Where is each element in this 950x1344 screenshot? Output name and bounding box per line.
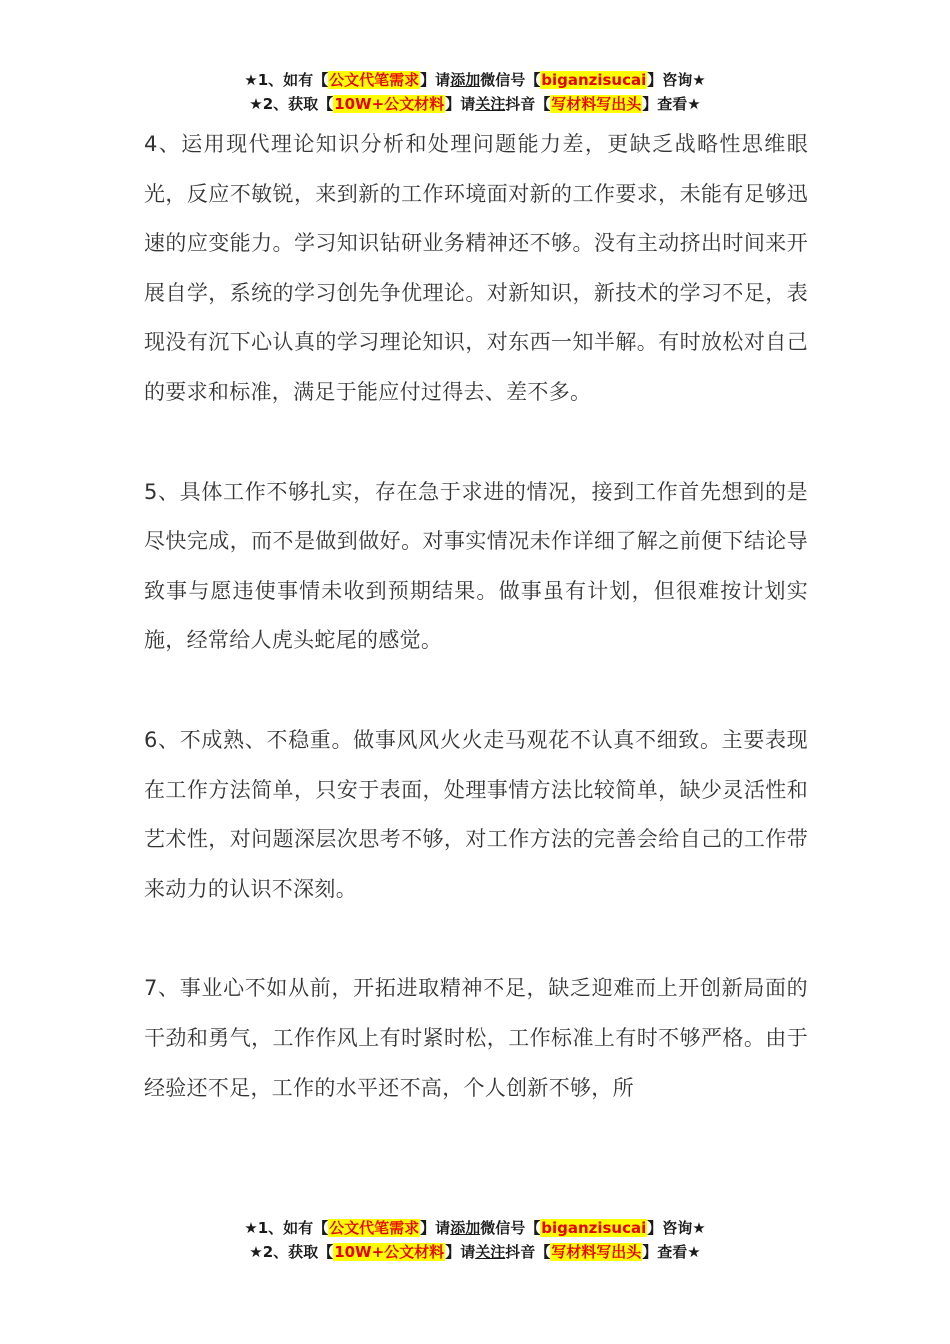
banner-text: 】请 xyxy=(445,95,476,113)
banner-text: 】请 xyxy=(420,71,451,89)
banner-line-2 xyxy=(0,1240,950,1264)
banner-text: 微信号【 xyxy=(480,71,541,89)
banner-text: 】请 xyxy=(445,1243,476,1261)
douyin-id-highlight: 写材料写出头 xyxy=(551,1243,642,1261)
banner-text: 】请 xyxy=(420,1219,451,1237)
paragraph-6: 6、不成熟、不稳重。做事风风火火走马观花不认真不细致。主要表现在工作方法简单，只安于表面，处理事情方法比较简单，缺少灵活性和艺术性，对问题深层次思考不够，对工作方法的完善会给自己的工作带来动力的认识不深刻。 xyxy=(144,727,808,901)
banner-text: ★2、获取【 xyxy=(249,95,334,113)
banner-text: 抖音【 xyxy=(505,1243,551,1261)
banner-text: ★2、获取【 xyxy=(249,1243,334,1261)
banner-text: 】查看★ xyxy=(642,95,701,113)
banner-underline: 添加 xyxy=(450,1219,481,1237)
banner-text: 】咨询★ xyxy=(647,71,706,89)
banner-line-2 xyxy=(0,92,950,116)
banner-text: 】咨询★ xyxy=(647,1219,706,1237)
banner-text: ★1、如有【 xyxy=(244,71,329,89)
banner-text: 】查看★ xyxy=(642,1243,701,1261)
banner-underline: 关注 xyxy=(475,1243,506,1261)
wechat-id-highlight: biganzisucai xyxy=(541,1219,647,1237)
header-banner xyxy=(0,68,950,116)
paragraph-4: 4、运用现代理论知识分析和处理问题能力差，更缺乏战略性思维眼光，反应不敏锐，来到新的工作环境面对新的工作要求，未能有足够迅速的应变能力。学习知识钻研业务精神还不够。没有主动挤出时间来开展自学，系统的学习创先争优理论。对新知识，新技术的学习不足，表现没有沉下心认真的学习理论知识，对东西一知半解。有时放松对自己的要求和标准，满足于能应付过得去、差不多。 xyxy=(144,132,808,404)
banner-underline: 添加 xyxy=(450,71,481,89)
banner-line-1 xyxy=(0,1216,950,1240)
banner-highlight: 10W+公文材料 xyxy=(334,1243,445,1261)
banner-text: ★1、如有【 xyxy=(244,1219,329,1237)
banner-text: 抖音【 xyxy=(505,95,551,113)
paragraph-5: 5、具体工作不够扎实，存在急于求进的情况，接到工作首先想到的是尽快完成，而不是做到做好。对事实情况未作详细了解之前便下结论导致事与愿违使事情未收到预期结果。做事虽有计划，但很难按计划实施，经常给人虎头蛇尾的感觉。 xyxy=(144,479,808,653)
paragraph-7: 7、事业心不如从前，开拓进取精神不足，缺乏迎难而上开创新局面的干劲和勇气，工作作风上有时紧时松，工作标准上有时不够严格。由于经验还不足，工作的水平还不高，个人创新不够，所 xyxy=(144,976,808,1100)
banner-line-1 xyxy=(0,68,950,92)
wechat-id-highlight: biganzisucai xyxy=(541,71,647,89)
douyin-id-highlight: 写材料写出头 xyxy=(551,95,642,113)
banner-underline: 关注 xyxy=(475,95,506,113)
footer-banner xyxy=(0,1216,950,1264)
banner-highlight: 公文代笔需求 xyxy=(329,71,420,89)
document-body xyxy=(144,120,808,1113)
banner-text: 微信号【 xyxy=(480,1219,541,1237)
banner-highlight: 10W+公文材料 xyxy=(334,95,445,113)
banner-highlight: 公文代笔需求 xyxy=(329,1219,420,1237)
